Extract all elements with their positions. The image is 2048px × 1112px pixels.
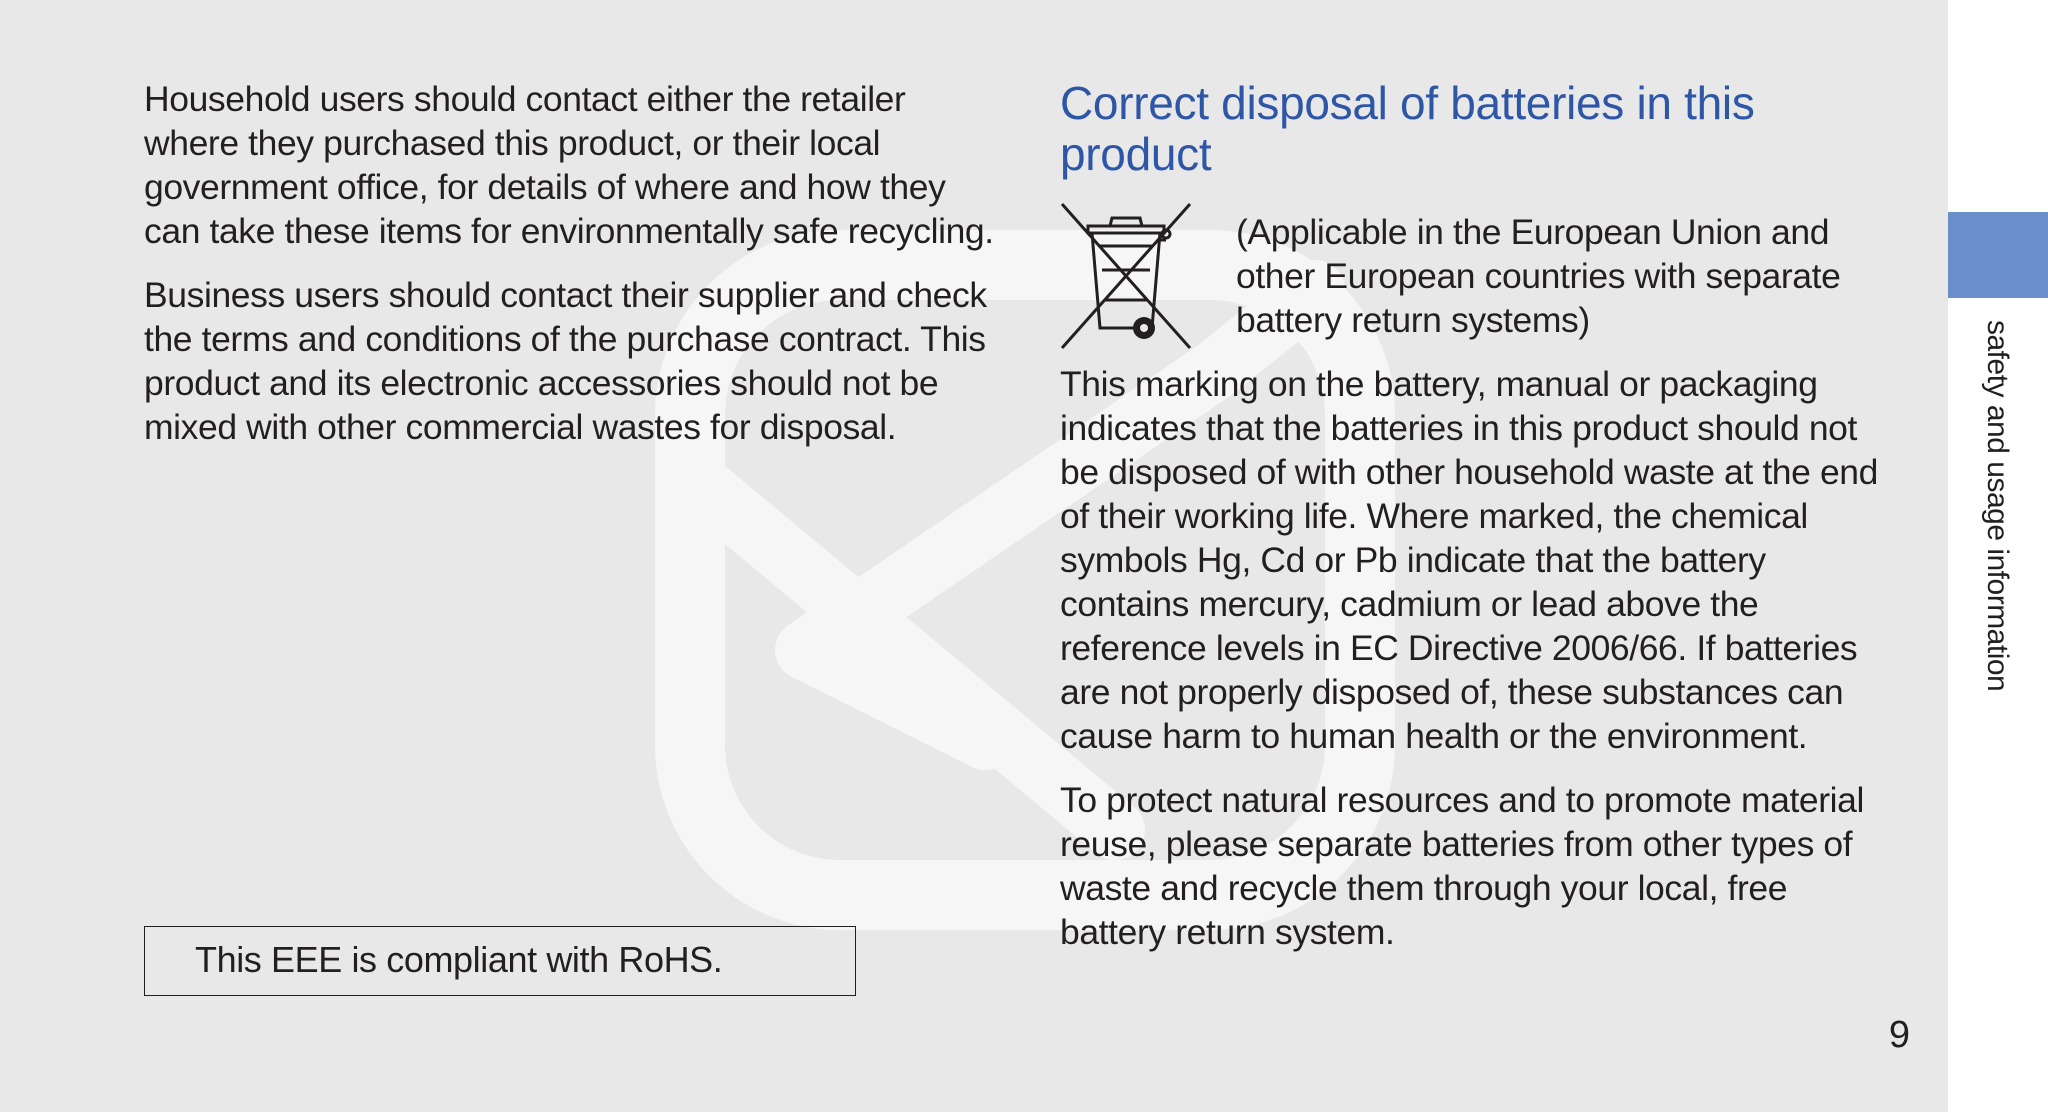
page-number: 9 xyxy=(1888,1014,1910,1056)
right-column xyxy=(1060,210,1900,974)
rohs-compliance-box: This EEE is compliant with RoHS. xyxy=(144,926,856,996)
battery-disposal-heading: Correct disposal of batteries in this product xyxy=(1060,77,1755,180)
applicability-paragraph: (Applicable in the European Union and other European countries with separate battery return systems) xyxy=(1236,212,1841,340)
section-tab-label: safety and usage information xyxy=(1981,320,2014,692)
marking-paragraph: This marking on the battery, manual or packaging indicates that the batteries in this product should not be disposed of with other household waste at the end of their working life. Where marked, the chemical symbols Hg, Cd or Pb indicate that the battery contains mercury, cadmium or lead above the reference levels in EC Directive 2006/66. If batteries are not properly disposed of, these substances can cause harm to human health or the environment. xyxy=(1060,364,1878,756)
left-column xyxy=(144,77,1004,469)
business-paragraph: Business users should contact their supplier and check the terms and conditions of the purchase contract. This product and its electronic accessories should not be mixed with other commercial wastes for disposal. xyxy=(144,275,987,447)
household-paragraph: Household users should contact either the retailer where they purchased this product, or their local government office, for details of where and how they can take these items for environmentally safe recycling. xyxy=(144,79,994,251)
section-tab xyxy=(1948,212,2048,298)
protect-resources-paragraph: To protect natural resources and to promote material reuse, please separate batteries from other types of waste and recycle them through your local, free battery return system. xyxy=(1060,780,1865,952)
icon-spacer xyxy=(1060,210,1236,342)
